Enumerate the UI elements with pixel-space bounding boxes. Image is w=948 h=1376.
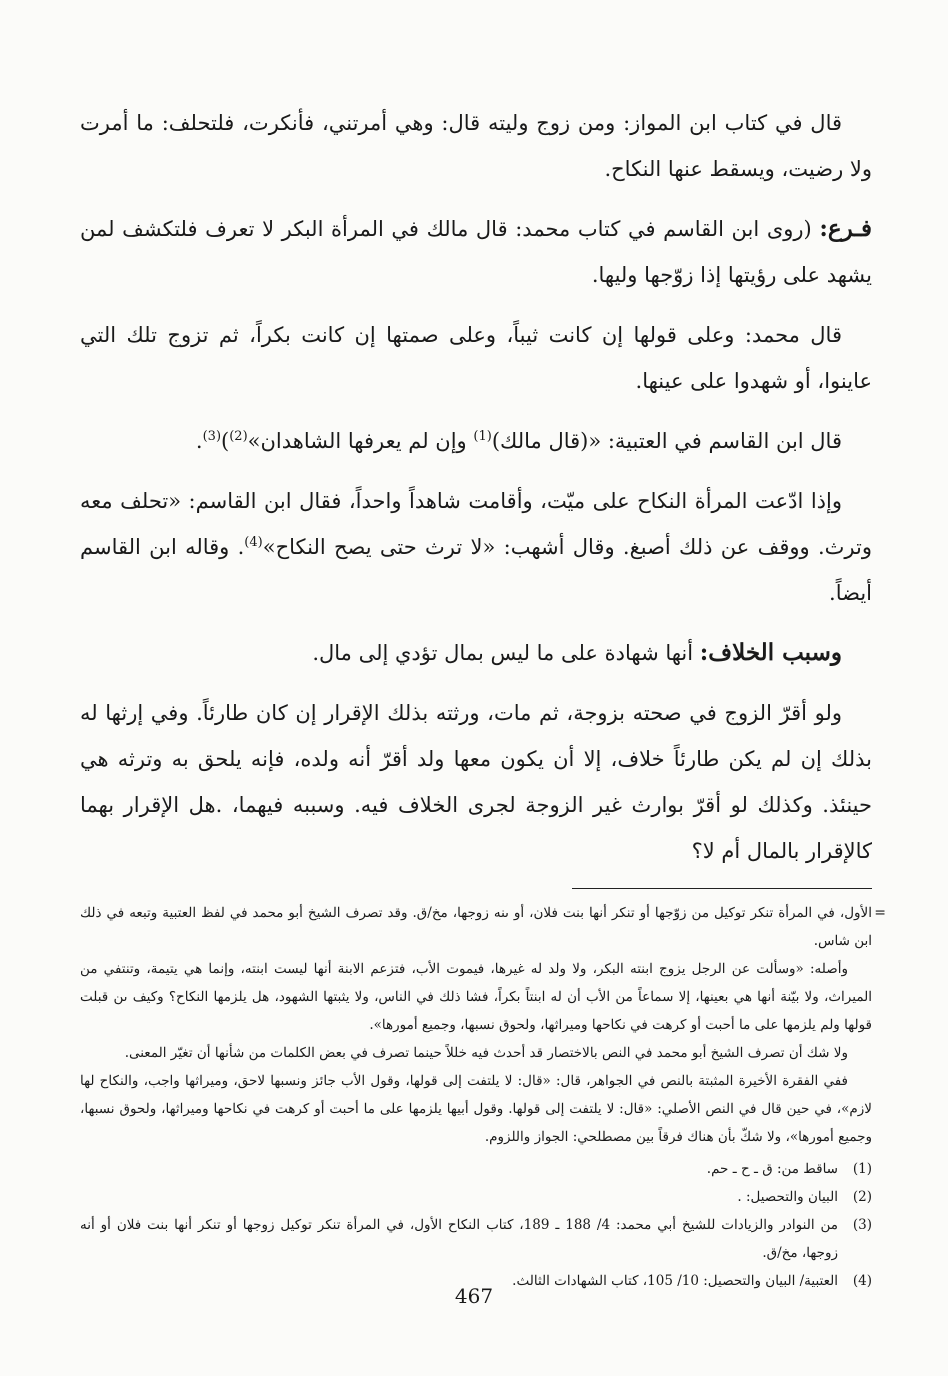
footnote-number: (1) [852, 1161, 872, 1177]
paragraph-4-text-b: وإن لم يعرفها الشاهدان» [247, 429, 474, 453]
paragraph-4-text-d: . [195, 429, 203, 453]
footnote-paragraph-2 [80, 955, 872, 1039]
footnote-continuation [80, 899, 886, 955]
paragraph-1 [80, 100, 872, 192]
footnote-text: العتبية/ البيان والتحصيل: 10/ 105، كتاب الشهادات الثالث. [512, 1273, 838, 1289]
page-number: 467 [454, 1284, 494, 1308]
footnote-paragraph-3-text: ولا شك أن تصرف الشيخ أبو محمد في النص بالاختصار قد أحدث فيه خللاً حينما تصرف في بعض الكلمات من شأنها أن تغيّر المعنى. [124, 1045, 848, 1061]
paragraph-3-text: قال محمد: وعلى قولها إن كانت ثيباً، وعلى صمتها إن كانت بكراً، ثم تزوج تلك التي عاينوا، أو شهدوا على عينها. [80, 323, 872, 393]
footnote-item [80, 1183, 872, 1211]
paragraph-7-text: ولو أقرّ الزوج في صحته بزوجة، ثم مات، ورثته بذلك الإقرار إن كان طارئاً. وفي إرثها له بذلك إن لم يكن طارئاً خلاف، إلا أن يكون معها ولد أقرّ أنه ولده، فإنه يلحق به وترثه هي حينئذ. وكذلك لو أقرّ بوارث غير الزوجة لجرى الخلاف فيه. وسببه فيهما، .هل الإقرار بهما كالإقرار بالمال أم لا؟ [80, 701, 872, 863]
paragraph-6 [80, 630, 872, 676]
paragraph-5-text-b: . وقاله ابن القاسم أيضاً. [80, 535, 872, 605]
footnote-number: (3) [852, 1217, 872, 1233]
footnote-number: (4) [852, 1273, 872, 1289]
footnote-text: البيان والتحصيل: . [737, 1189, 838, 1205]
paragraph-4 [80, 418, 872, 464]
footnotes [80, 899, 886, 1295]
paragraph-6-text: أنها شهادة على ما ليس بمال تؤدي إلى مال. [312, 641, 700, 665]
paragraph-4-text-a: قال ابن القاسم في العتبية: «(قال مالك) [491, 429, 842, 453]
paragraph-1-text: قال في كتاب ابن المواز: ومن زوج وليته قال: وهي أمرتني، فأنكرت، فلتحلف: ما أمرت ولا رضيت، ويسقط عنها النكاح. [80, 111, 872, 181]
footnote-item [80, 1211, 872, 1267]
footnote-paragraph-3 [80, 1039, 872, 1067]
cause-heading: وسبب الخلاف: [699, 639, 842, 666]
paragraph-5-text-a: وإذا ادّعت المرأة النكاح على ميّت، وأقامت شاهداً واحداً، فقال ابن القاسم: «تحلف معه وترث. ووقف عن ذلك أصبغ. وقال أشهب: «لا ترث حتى يصح النكاح» [80, 489, 872, 559]
footnote-ref-2: (2) [229, 429, 248, 444]
footnote-text: ساقط من: ق ـ ح ـ حم. [706, 1161, 838, 1177]
paragraph-2-text: (روى ابن القاسم في كتاب محمد: قال مالك في المرأة البكر لا تعرف فلتكشف لمن يشهد على رؤيتها إذا زوّجها وليها. [80, 217, 872, 287]
paragraph-4-text-c: ) [221, 429, 230, 453]
footnote-text: من النوادر والزيادات للشيخ أبي محمد: 4/ 188 ـ 189، كتاب النكاح الأول، في المرأة تنكر توكيل زوجها أو تنكر أنها بنت فلان أو أنه زوجها، مخ/ق. [80, 1217, 838, 1261]
footnote-ref-3: (3) [202, 429, 222, 444]
footnote-continuation-text: الأول، في المرأة تنكر توكيل من زوّجها أو تنكر أنها بنت فلان، أو ىنه زوجها، مخ/ق. وقد تصرف الشيخ أبو محمد في لفظ العتبية وتبعه في ذلك ابن شاس. [80, 905, 872, 949]
footnote-paragraph-2-text: وأصله: «وسألت عن الرجل يزوج ابنته البكر، ولا ولد له غيرها، فيموت الأب، فتزعم الابنة أنها ليست ابنته، وإنما هي يتيمة، وتنتفي من الميراث، ولا بيّنة أنها هي بعينها، إلا سماعاً من الأب أن له ابنتاً بكراً، فشا ذلك في الناس، ولا يثبتها الشهود، هل يلزمها النكاح؟ وكيف ىن قبلت قولها ولم يلزمها على ما أحبت أو كرهت في نكاحها وميراثها، ولحوق نسبها، وجميع أمورها». [80, 961, 872, 1033]
paragraph-5 [80, 478, 872, 616]
footnote-list [80, 1155, 872, 1295]
footnote-ref-4: (4) [244, 535, 263, 550]
footnote-number: (2) [852, 1189, 872, 1205]
footnote-separator [572, 888, 872, 889]
footnote-ref-1: (1) [473, 429, 492, 444]
paragraph-2 [80, 206, 872, 298]
continuation-mark: = [874, 905, 886, 921]
footnote-item [80, 1155, 872, 1183]
paragraph-7 [80, 690, 872, 874]
main-text [80, 100, 872, 874]
paragraph-3 [80, 312, 872, 404]
book-page [80, 100, 886, 1340]
branch-heading: فـرع: [819, 215, 872, 242]
footnote-paragraph-4-text: ففي الفقرة الأخيرة المثبتة بالنص في الجواهر، قال: «قال: لا يلتفت إلى قولها، وقول الأب جائز ونسبها لاحق، وميراثها واجب، والنكاح لها لازم»، في حين قال في النص الأصلي: «قال: لا يلتفت إلى قولها. وقول أبيها يلزمها على ما أحبت أو كرهت في نكاحها وميراثها، ولحوق نسبها، وجميع أمورها»، ولا شكّ بأن هناك فرقاً بين مصطلحي: الجواز واللزوم. [80, 1073, 872, 1145]
footnote-paragraph-4 [80, 1067, 872, 1151]
